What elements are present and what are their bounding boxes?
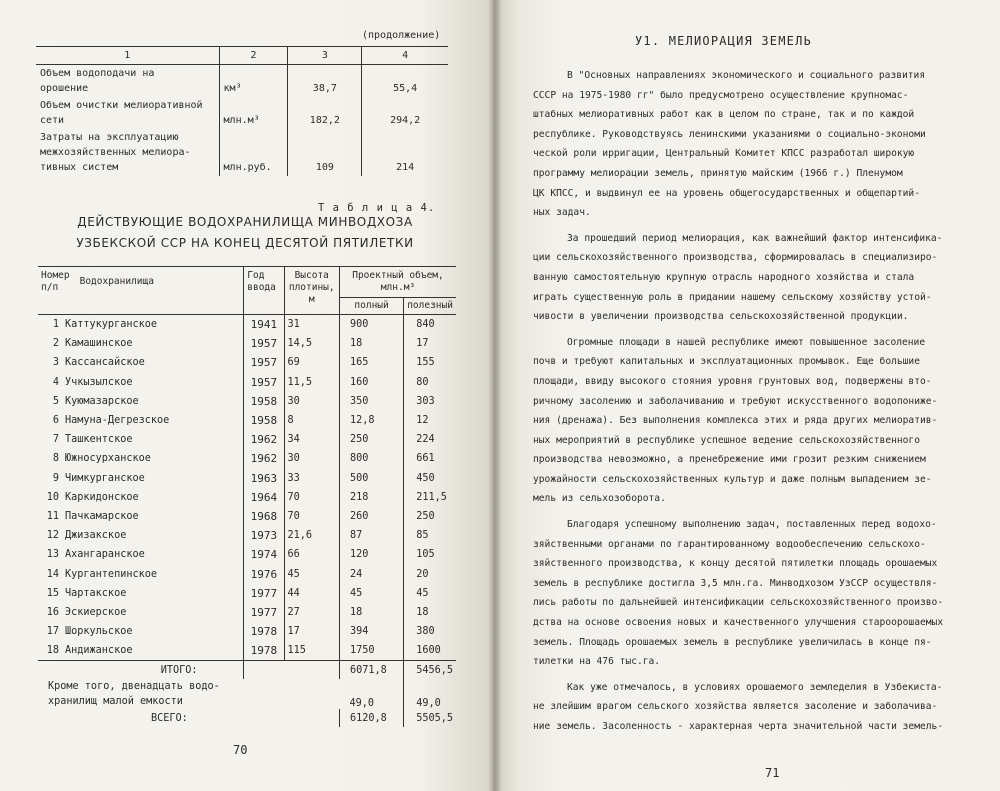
table-row [38,334,456,353]
useful-volume-cell: 303 [416,395,435,407]
table-row [36,97,448,129]
full-volume-cell: 24 [339,564,403,583]
reservoir-name: Шоркульское [65,626,133,638]
useful-volume-cell: 211,5 [416,491,447,503]
small-note-line: Кроме того, двенадцать водо- [48,681,220,693]
text-line: дства на основе освоения новых и качественного улучшения староорошаемых [533,617,944,629]
year-cell: 1958 [244,392,284,411]
reservoir-name: Камашинское [65,338,133,350]
table-row [36,65,448,98]
row-value: 55,4 [362,65,448,98]
full-volume-cell: 160 [339,373,403,392]
row-value: 214 [362,129,448,176]
reservoir-name: Чимкурганское [65,472,145,484]
row-number: 17 [46,626,59,638]
full-volume-cell: 1750 [339,641,403,661]
grand-total-row [38,709,456,727]
year-cell: 1941 [244,315,284,335]
table-row [38,603,456,622]
reservoir-name: Куюмазарское [65,395,139,407]
row-label-line: сети [40,115,65,126]
reservoir-name: Андижанское [65,645,133,657]
height-cell: 27 [284,603,339,622]
row-label-line: Затраты на эксплуатацию [40,132,179,143]
total-row [38,661,456,680]
full-volume-cell: 260 [339,507,403,526]
row-label-line: Объем водоподачи на [40,68,155,79]
text-line: республике. Руководствуясь ленинскими указаниями о социально-экономи [533,128,926,140]
row-label-line: Объем очистки мелиоративной [40,100,203,111]
text-line: не злейшим врагом сельского хозяйства является засоление и заболачива- [533,701,938,713]
reservoir-name: Каттукурганское [65,319,158,331]
height-cell: 33 [284,469,339,488]
full-volume-cell: 350 [339,392,403,411]
table-row [38,392,456,411]
text-line: земель в республике достигла 3,5 млн.га. Минводхозом УзССР осуществля- [533,577,938,589]
reservoir-name: Джизакское [65,530,127,542]
col-header-name: Водохранилища [79,276,154,287]
row-number: 4 [52,376,59,388]
reservoir-name: Южносурханское [65,453,151,465]
table-row [36,129,448,176]
table-row [38,526,456,545]
useful-volume-cell: 12 [416,415,429,427]
height-cell: 30 [284,392,339,411]
col-header-height: Высота плотины, м [284,267,339,315]
col-header: 1 [36,47,219,65]
text-line: За прошедший период мелиорация, как важнейший фактор интенсифика- [567,232,943,244]
text-line: производства невозможно, а пренебрежение ими грозит резким снижением [533,454,926,466]
year-cell: 1962 [244,430,284,449]
text-line: ции сельскохозяйственного производства, сформировалась в специализиро- [533,252,938,264]
text-line: Огромные площади в нашей республике имеют повышенное засоление [567,336,926,348]
text-line: земель. Площадь орошаемых земель в республике увеличилась в конце пя- [533,636,932,648]
year-cell: 1977 [244,603,284,622]
table-row [38,469,456,488]
table-row [38,353,456,372]
row-value: 38,7 [288,65,362,98]
right-page [493,0,1000,791]
row-number: 14 [46,568,59,580]
grand-useful: 5505,5 [416,712,453,724]
reservoir-name: Кургантепинское [65,568,158,580]
full-volume-cell: 18 [339,603,403,622]
text-line: Благодаря успешному выполнению задач, поставленных перед водохо- [567,519,937,531]
row-number: 16 [46,606,59,618]
useful-volume-cell: 450 [416,472,435,484]
page-number-right: 71 [765,766,780,780]
row-number: 5 [52,395,59,407]
full-volume-cell: 12,8 [339,411,403,430]
full-volume-cell: 500 [339,469,403,488]
small-reservoirs-row [38,679,456,709]
table-row [38,584,456,603]
height-cell: 31 [284,315,339,335]
text-line: В "Основных направлениях экономического и социального развития [567,70,926,81]
height-cell: 30 [284,449,339,468]
table-title-line2: УЗБЕКСКОЙ ССР НА КОНЕЦ ДЕСЯТОЙ ПЯТИЛЕТКИ [76,236,414,250]
height-cell: 115 [284,641,339,661]
text-line: ния (дренажа). Без выполнения комплекса этих и ряда других мелиоратив- [533,415,938,427]
col-header: 3 [288,47,362,65]
row-number: 8 [52,453,59,465]
reservoir-name: Ташкентское [65,434,133,446]
book-gutter [488,0,502,791]
year-cell: 1964 [244,488,284,507]
useful-volume-cell: 17 [416,338,429,350]
reservoir-name: Ахангаранское [65,549,145,561]
useful-volume-cell: 85 [416,530,429,542]
reservoir-name: Намуна-Дегрезское [65,415,170,427]
full-volume-cell: 900 [339,315,403,335]
table-header-row [38,267,456,298]
year-cell: 1957 [244,353,284,372]
height-cell: 69 [284,353,339,372]
full-volume-cell: 18 [339,334,403,353]
useful-volume-cell: 18 [416,606,429,618]
text-line: мель из сельхозоборота. [533,493,666,505]
full-volume-cell: 165 [339,353,403,372]
useful-volume-cell: 224 [416,434,435,446]
height-cell: 11,5 [284,373,339,392]
useful-volume-cell: 105 [416,549,435,561]
table-row [38,315,456,335]
reservoir-name: Эскиерское [65,606,127,618]
year-cell: 1977 [244,584,284,603]
col-header-volume: Проектный объем, млн.м³ [339,267,456,298]
useful-volume-cell: 250 [416,510,435,522]
text-line: ванную самостоятельную крупную отрасль народного хозяйства и стала [533,271,915,283]
row-number: 18 [46,645,59,657]
height-cell: 45 [284,564,339,583]
total-useful: 5456,5 [416,664,453,676]
col-header-useful: полезный [404,298,456,315]
small-note-line: хранилищ малой емкости [48,696,183,708]
year-cell: 1976 [244,564,284,583]
row-number: 10 [46,491,59,503]
height-cell: 70 [284,488,339,507]
reservoir-name: Учкызылское [65,376,133,388]
reservoirs-table [38,266,456,727]
text-line: площади, ввиду высокого стояния уровня грунтовых вод, подвержены вто- [533,375,932,387]
row-number: 9 [52,472,59,484]
reservoir-name: Кассансайское [65,357,145,369]
year-cell: 1963 [244,469,284,488]
row-label-line: межхозяйственных мелиора- [40,147,191,158]
height-cell: 34 [284,430,339,449]
row-number: 12 [46,530,59,542]
row-number: 15 [46,587,59,599]
small-useful: 49,0 [416,698,441,710]
height-cell: 44 [284,584,339,603]
useful-volume-cell: 380 [416,626,435,638]
text-line: ние земель. Засоленность - характерная черта значительной части земель- [533,721,944,732]
year-cell: 1968 [244,507,284,526]
col-header-year: Год ввода [244,267,284,315]
text-line: тилетки на 476 тыс.га. [533,656,661,668]
year-cell: 1973 [244,526,284,545]
table-row [38,545,456,564]
col-header-number: Номер п/п [41,270,70,293]
table-number: Т а б л и ц а 4. [318,202,436,214]
row-label-line: орошение [40,83,89,94]
text-line: зяйственными органами по гарантированному водообеспечению сельскохо- [533,538,926,550]
row-label-line: тивных систем [40,162,119,173]
table-row [38,507,456,526]
text-line: ческой роли ирригации, Центральный Комитет КПСС разработал широкую [533,148,915,160]
full-volume-cell: 394 [339,622,403,641]
height-cell: 70 [284,507,339,526]
table-row [38,449,456,468]
year-cell: 1958 [244,411,284,430]
row-number: 1 [52,319,59,331]
body-text [533,66,981,737]
left-page [0,0,493,791]
text-line: играть существенную роль в придании нашему сельскому хозяйству устой- [533,291,932,303]
year-cell: 1978 [244,641,284,661]
table-row [38,622,456,641]
col-header-full: полный [339,298,403,315]
full-volume-cell: 120 [339,545,403,564]
chapter-title: У1. МЕЛИОРАЦИЯ ЗЕМЕЛЬ [635,34,812,48]
grand-full: 6120,8 [339,709,403,727]
text-line: ричному засолению и заболачиванию и требуют искусственного водопониже- [533,395,938,407]
row-value: 109 [288,129,362,176]
continuation-label: (продолжение) [362,30,441,41]
useful-volume-cell: 45 [416,587,429,599]
table-title-line1: ДЕЙСТВУЮЩИЕ ВОДОХРАНИЛИЩА МИНВОДХОЗА [77,215,413,229]
useful-volume-cell: 661 [416,453,435,465]
row-number: 7 [52,434,59,446]
row-number: 13 [46,549,59,561]
row-unit: млн.м³ [219,97,288,129]
text-line: почв и требуют капитальных и эксплуатационных промывок. Еще большие [533,356,920,368]
col-header: 2 [219,47,288,65]
table-row [38,641,456,661]
full-volume-cell: 800 [339,449,403,468]
text-line: зяйственного производства, к концу десятой пятилетки площадь орошаемых [533,558,938,570]
year-cell: 1974 [244,545,284,564]
text-line: Как уже отмечалось, в условиях орошаемого земледелия в Узбекиста- [567,681,943,693]
row-number: 11 [46,510,59,522]
table-row [38,564,456,583]
text-line: лись работы по дальнейшей интенсификации сельскохозяйственного произво- [533,597,944,609]
text-line: ных задач. [533,207,591,219]
useful-volume-cell: 1600 [404,641,456,661]
small-full: 49,0 [339,679,403,709]
full-volume-cell: 250 [339,430,403,449]
reservoir-name: Пачкамарское [65,510,139,522]
row-value: 294,2 [362,97,448,129]
reservoir-name: Чартакское [65,587,127,599]
full-volume-cell: 87 [339,526,403,545]
row-number: 6 [52,415,59,427]
table-header-row [36,47,448,65]
height-cell: 66 [284,545,339,564]
reservoir-name: Каркидонское [65,491,139,503]
full-volume-cell: 218 [339,488,403,507]
text-line: урожайности сельскохозяйственных культур и даже полным выпадением зе- [533,473,932,485]
height-cell: 17 [284,622,339,641]
table-row [38,488,456,507]
full-volume-cell: 45 [339,584,403,603]
table-row [38,430,456,449]
text-line: штабных мелиоративных работ как в целом по стране, так и по каждой [533,109,915,121]
year-cell: 1962 [244,449,284,468]
text-line: СССР на 1975-1980 гг" было предусмотрено осуществление крупномас- [533,89,909,101]
page-number-left: 70 [233,743,248,757]
grand-label: ВСЕГО: [150,712,188,724]
useful-volume-cell: 155 [416,357,435,369]
height-cell: 8 [284,411,339,430]
total-label: ИТОГО: [38,661,244,680]
col-header: 4 [362,47,448,65]
row-value: 182,2 [288,97,362,129]
row-number: 2 [52,338,59,350]
row-unit: млн.руб. [219,129,288,176]
table-continued [36,46,448,176]
year-cell: 1978 [244,622,284,641]
text-line: чивости в увеличении производства сельскохозяйственной продукции. [533,311,909,323]
table-row [38,373,456,392]
text-line: ных мероприятий в республике успешное ведение сельскохозяйственного [533,434,920,446]
year-cell: 1957 [244,373,284,392]
row-number: 3 [52,357,59,369]
text-line: ЦК КПСС, и выдвинул ее на уровень общегосударственных и общепартий- [533,187,920,199]
height-cell: 14,5 [284,334,339,353]
total-full: 6071,8 [339,661,403,680]
year-cell: 1957 [244,334,284,353]
table-row [38,411,456,430]
useful-volume-cell: 840 [416,319,435,331]
useful-volume-cell: 20 [416,568,429,580]
height-cell: 21,6 [284,526,339,545]
text-line: программу мелиорации земель, принятую майским (1966 г.) Пленумом [533,167,903,179]
row-unit: км³ [219,65,288,98]
useful-volume-cell: 80 [416,376,429,388]
